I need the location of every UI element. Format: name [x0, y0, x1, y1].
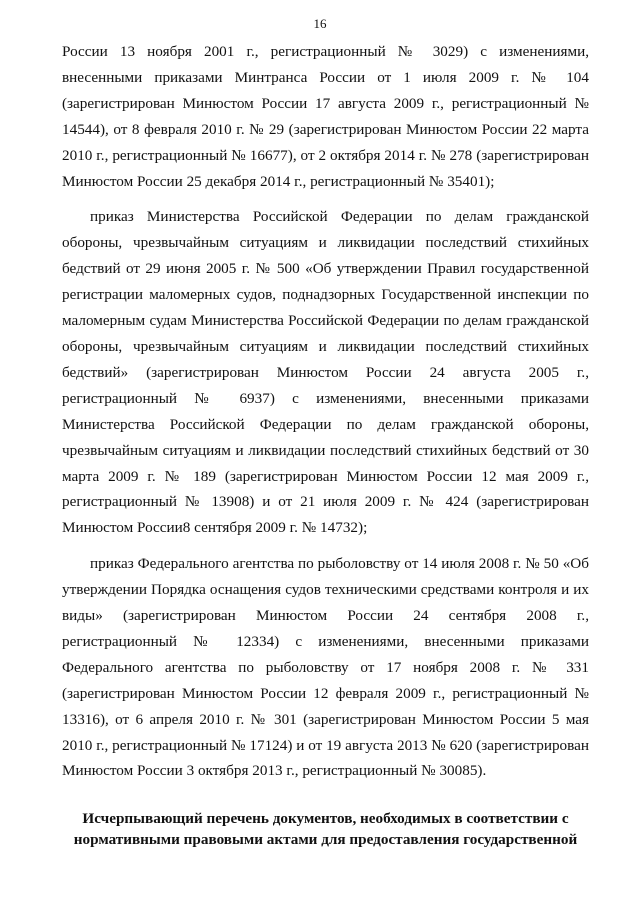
paragraph-continuation: России 13 ноября 2001 г., регистрационный № 3029) с изменениями, внесенными приказами Минтранса России от 1 июля 2009 г. № 104 (зарегистрирован Минюстом России 17 августа 2009 г., регистрационный № 14544), от 8 февраля 2010 г. № 29 (зарегистрирован Минюстом России 22 марта 2010 г., регистрационный № 16677), от 2 октября 2014 г. № 278 (зарегистрирован Минюстом России 25 декабря 2014 г., регистрационный № 35401);: [62, 43, 589, 190]
section-heading: Исчерпывающий перечень документов, необходимых в соответствии с нормативными правовыми актами для предоставления государственной: [73, 810, 578, 848]
paragraph-mchs-order: приказ Министерства Российской Федерации по делам гражданской обороны, чрезвычайным ситуациям и ликвидации последствий стихийных бедствий от 29 июня 2005 г. № 500 «Об утверждении Правил государственной регистрации маломерных судов, поднадзорных Государственной инспекции по маломерным судам Министерства Российской Федерации по делам гражданской обороны, чрезвычайным ситуациям и ликвидации последствий стихийных бедствий» (зарегистрирован Минюстом России 24 августа 2005 г., регистрационный № 6937) с изменениями, внесенными приказами Министерства Российской Федерации по делам гражданской обороны, чрезвычайным ситуациям и ликвидации последствий стихийных бедствий от 30 марта 2009 г. № 189 (зарегистрирован Минюстом России 12 мая 2009 г., регистрационный № 13908) и от 21 июля 2009 г. № 424 (зарегистрирован Минюстом России8 сентября 2009 г. № 14732);: [62, 208, 589, 537]
paragraph-fisheries-order: приказ Федерального агентства по рыболовству от 14 июля 2008 г. № 50 «Об утверждении Порядка оснащения судов техническими средствами контроля и их виды» (зарегистрирован Минюстом России 24 сентября 2008 г., регистрационный № 12334) с изменениями, внесенными приказами Федерального агентства по рыболовству от 17 ноября 2008 г. № 331 (зарегистрирован Минюстом России 12 февраля 2009 г., регистрационный № 13316), от 6 апреля 2010 г. № 301 (зарегистрирован Минюстом России 5 мая 2010 г., регистрационный № 17124) и от 19 августа 2013 № 620 (зарегистрирован Минюстом России 3 октября 2013 г., регистрационный № 30085).: [62, 555, 589, 780]
document-body: [62, 39, 589, 784]
page-number: 16: [313, 16, 327, 31]
